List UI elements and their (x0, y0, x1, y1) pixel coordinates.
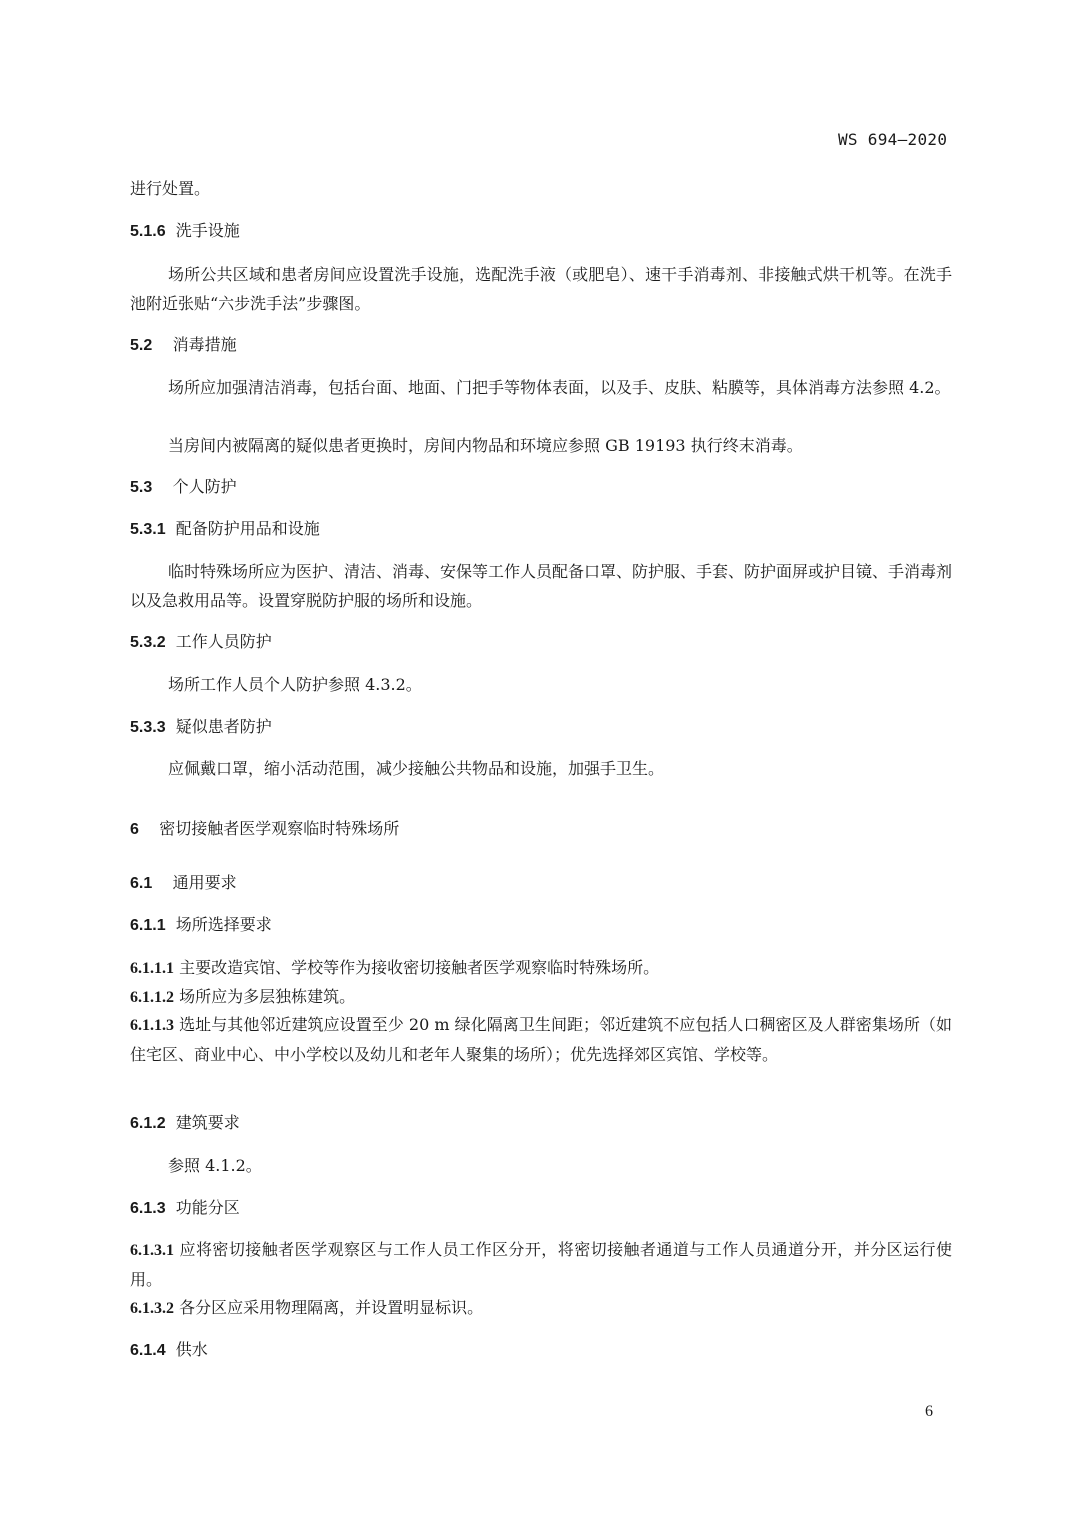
section-heading-5-3-1 (130, 514, 952, 544)
paragraph: 当房间内被隔离的疑似患者更换时，房间内物品和环境应参照 GB 19193 执行终末消毒。 (168, 436, 803, 455)
section-title: 功能分区 (175, 1198, 240, 1217)
clause-6-1-1-1 (130, 953, 952, 983)
clause-number: 6.1.3.1 (130, 1242, 174, 1259)
section-title: 通用要求 (172, 873, 237, 892)
clause-number: 6.1.3.2 (130, 1300, 174, 1317)
clause-text: 应将密切接触者医学观察区与工作人员工作区分开，将密切接触者通道与工作人员通道分开，并分区运行使用。 (130, 1240, 952, 1289)
paragraph: 参照 4.1.2。 (168, 1156, 262, 1175)
section-heading-5-1-6 (130, 216, 952, 246)
section-heading-5-3-2 (130, 627, 952, 657)
section-heading-5-3 (130, 472, 952, 502)
section-number: 6 (130, 821, 139, 838)
clause-text: 选址与其他邻近建筑应设置至少 20 m 绿化隔离卫生间距；邻近建筑不应包括人口稠密区及人群密集场所（如住宅区、商业中心、中小学校以及幼儿和老年人聚集的场所）；优先选择郊区宾馆、学校等。 (130, 1015, 952, 1064)
section-number: 6.1.2 (130, 1115, 166, 1132)
section-number: 6.1.1 (130, 917, 166, 934)
section-title: 场所选择要求 (175, 915, 272, 934)
section-number: 6.1.4 (130, 1342, 166, 1359)
section-number: 5.3.3 (130, 719, 166, 736)
clause-6-1-3-2 (130, 1293, 952, 1323)
section-title: 建筑要求 (175, 1113, 240, 1132)
clause-text: 各分区应采用物理隔离，并设置明显标识。 (179, 1298, 484, 1317)
section-heading-6-1-3 (130, 1193, 952, 1223)
clause-6-1-1-2 (130, 982, 952, 1012)
section-number: 5.3.1 (130, 521, 166, 538)
clause-number: 6.1.1.3 (130, 1017, 174, 1034)
section-title: 密切接触者医学观察临时特殊场所 (159, 819, 400, 838)
section-heading-6-1-2 (130, 1108, 952, 1138)
clause-text: 场所应为多层独栋建筑。 (179, 987, 356, 1006)
section-number: 5.1.6 (130, 223, 166, 240)
clause-number: 6.1.1.1 (130, 960, 174, 977)
section-heading-5-2 (130, 330, 952, 360)
section-number: 5.2 (130, 337, 153, 354)
section-title: 疑似患者防护 (175, 717, 272, 736)
section-title: 洗手设施 (175, 221, 240, 240)
section-number: 5.3.2 (130, 634, 166, 651)
section-number: 6.1.3 (130, 1200, 166, 1217)
document-code-header: WS 694—2020 (838, 130, 948, 149)
text-line: 进行处置。 (130, 179, 211, 198)
section-title: 工作人员防护 (175, 632, 272, 651)
section-heading-6-1-4 (130, 1335, 952, 1365)
section-number: 5.3 (130, 479, 153, 496)
paragraph: 场所工作人员个人防护参照 4.3.2。 (168, 675, 422, 694)
chapter-heading-6 (130, 814, 952, 844)
clause-6-1-1-3 (130, 1010, 952, 1069)
section-title: 供水 (175, 1340, 208, 1359)
page-number: 6 (925, 1403, 933, 1420)
section-heading-6-1-1 (130, 910, 952, 940)
clause-number: 6.1.1.2 (130, 989, 174, 1006)
section-title: 消毒措施 (172, 335, 237, 354)
section-heading-5-3-3 (130, 712, 952, 742)
section-title: 配备防护用品和设施 (175, 519, 320, 538)
paragraph: 临时特殊场所应为医护、清洁、消毒、安保等工作人员配备口罩、防护服、手套、防护面屏或护目镜、手消毒剂以及急救用品等。设置穿脱防护服的场所和设施。 (130, 562, 953, 610)
paragraph: 场所应加强清洁消毒，包括台面、地面、门把手等物体表面，以及手、皮肤、粘膜等，具体消毒方法参照 4.2。 (168, 378, 951, 397)
paragraph: 应佩戴口罩，缩小活动范围，减少接触公共物品和设施，加强手卫生。 (168, 759, 665, 778)
section-number: 6.1 (130, 875, 153, 892)
clause-6-1-3-1 (130, 1235, 952, 1294)
paragraph: 场所公共区域和患者房间应设置洗手设施，选配洗手液（或肥皂）、速干手消毒剂、非接触式烘干机等。在洗手池附近张贴“六步洗手法”步骤图。 (130, 265, 952, 313)
section-heading-6-1 (130, 868, 952, 898)
section-title: 个人防护 (172, 477, 237, 496)
clause-text: 主要改造宾馆、学校等作为接收密切接触者医学观察临时特殊场所。 (179, 958, 660, 977)
